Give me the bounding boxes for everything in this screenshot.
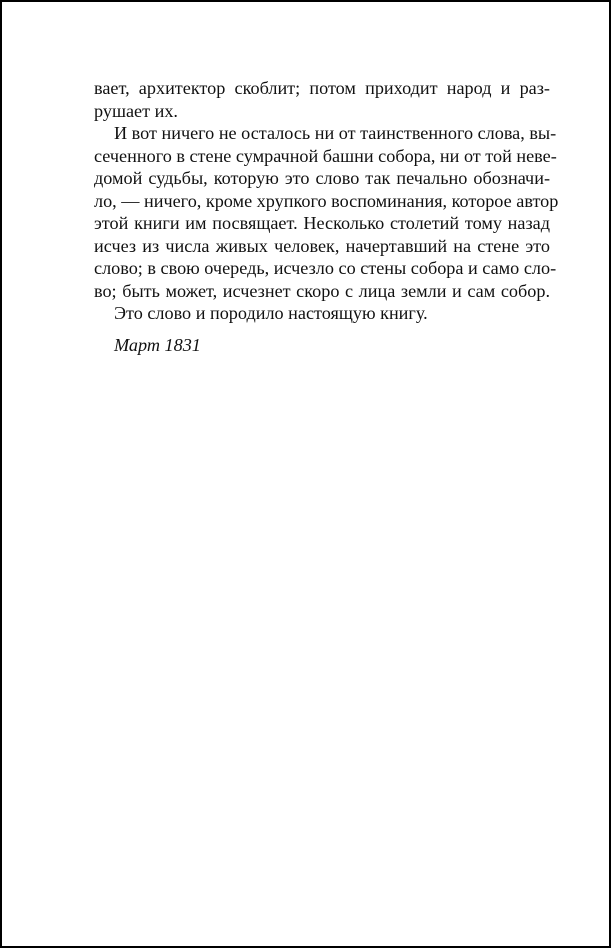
text-line: Это слово и породило настоящую книгу. <box>114 303 428 323</box>
preface-text <box>94 77 559 356</box>
text-line: сеченного в стене сумрачной башни собора, ни от той неве- <box>94 145 557 166</box>
text-line: домой судьбы, которую это слово так печально обозначи- <box>94 168 550 188</box>
text-line: рушает их. <box>94 100 178 121</box>
text-line: И вот ничего не осталось ни от таинственного слова, вы- <box>114 123 557 143</box>
text-line: исчез из числа живых человек, начертавший на стене это <box>94 235 550 256</box>
text-line: ло, — ничего, кроме хрупкого воспоминания, которое автор <box>94 190 559 211</box>
text-line: вает, архитектор скоблит; потом приходит народ и раз- <box>94 78 550 98</box>
text-line: во; быть может, исчезнет скоро с лица земли и сам собор. <box>94 280 550 301</box>
text-line: этой книги им посвящает. Несколько столетий тому назад <box>94 213 550 233</box>
date-signature: Март 1831 <box>114 334 201 355</box>
text-line: слово; в свою очередь, исчезло со стены собора и само сло- <box>94 258 557 278</box>
